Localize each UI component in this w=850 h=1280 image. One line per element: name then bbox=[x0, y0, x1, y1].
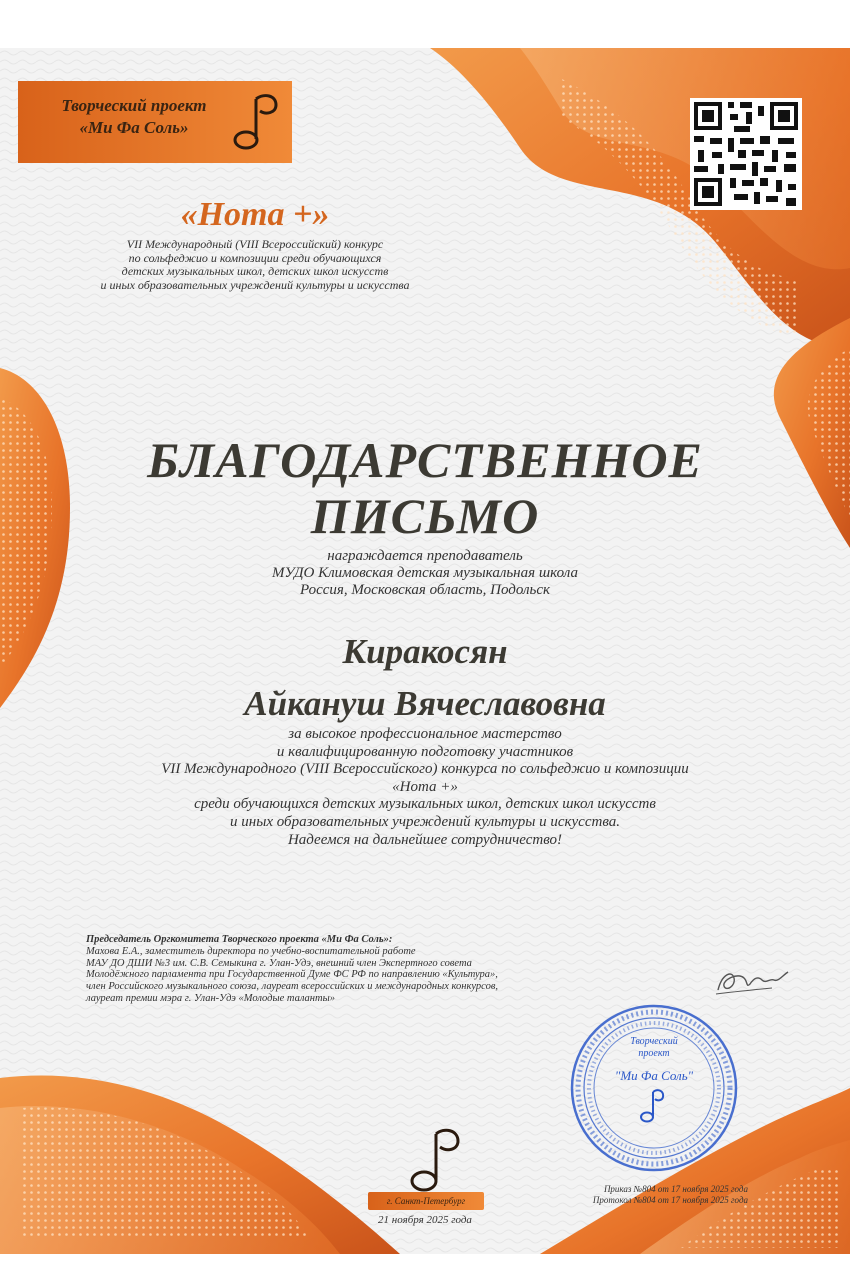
order-line: Приказ №804 от 17 ноября 2025 года bbox=[603, 1184, 748, 1194]
logo-line1: Творческий проект bbox=[61, 96, 207, 115]
contest-line: VII Международный (VIII Всероссийский) конкурс bbox=[126, 237, 384, 251]
reason-line: VII Международного (VIII Всероссийского) конкурса по сольфеджио и композиции bbox=[161, 761, 689, 778]
document-title-line2: ПИСЬМО bbox=[310, 488, 540, 544]
issue-date: 21 ноября 2025 года bbox=[378, 1214, 472, 1226]
awarded-line: награждается преподаватель bbox=[327, 548, 523, 564]
contest-line: и иных образовательных учреждений культуры и искусства bbox=[100, 277, 410, 292]
music-note-icon bbox=[226, 91, 282, 153]
logo-text bbox=[34, 95, 234, 139]
chairman-line: Махова Е.А., заместитель директора по учебно-воспитательной работе bbox=[86, 945, 416, 957]
reason-line: Надеемся на дальнейшее сотрудничество! bbox=[287, 831, 563, 848]
logo-badge bbox=[18, 81, 292, 163]
reason-line: и иных образовательных учреждений культуры и искусства. bbox=[230, 813, 620, 830]
music-note-icon bbox=[402, 1126, 466, 1194]
stamp-text bbox=[604, 1036, 704, 1060]
order-info bbox=[548, 1184, 748, 1206]
signature bbox=[712, 964, 792, 998]
stamp-music-note-icon bbox=[636, 1088, 666, 1124]
reason-line: и квалифицированную подготовку участников bbox=[276, 743, 574, 760]
recipient-surname: Киракосян bbox=[342, 632, 508, 671]
order-line: Протокол №804 от 17 ноября 2025 года bbox=[592, 1195, 748, 1205]
recipient-given-name: Айкануш Вячеславовна bbox=[244, 684, 606, 723]
reason-line: среди обучающихся детских музыкальных школ, детских школ искусств bbox=[194, 796, 656, 813]
stamp-name: "Ми Фа Соль" bbox=[614, 1068, 694, 1083]
certificate-sheet bbox=[0, 48, 850, 1254]
chairman-block bbox=[86, 934, 556, 1005]
stamp-line1: Творческий bbox=[630, 1036, 678, 1047]
chairman-title: Председатель Оргкомитета Творческого проекта «Ми Фа Соль»: bbox=[86, 934, 393, 945]
reason-line: за высокое профессиональное мастерство bbox=[288, 726, 562, 742]
logo-line2: «Ми Фа Соль» bbox=[79, 118, 189, 137]
chairman-line: лауреат премии мэра г. Улан-Удэ «Молодые таланты» bbox=[86, 992, 335, 1004]
contest-description bbox=[40, 238, 470, 292]
chairman-line: член Российского музыкального союза, лауреат всероссийских и международных конкурсов, bbox=[86, 981, 499, 993]
awarded-line: МУДО Климовская детская музыкальная школа bbox=[272, 565, 578, 581]
stamp-line2: проект bbox=[638, 1048, 670, 1059]
reason-block bbox=[60, 726, 790, 849]
city-ribbon: г. Санкт-Петербург bbox=[368, 1192, 484, 1210]
chairman-line: МАУ ДО ДШИ №3 им. С.В. Семыкина г. Улан-Удэ, внешний член Экспертного совета bbox=[86, 957, 472, 969]
contest-line: детских музыкальных школ, детских школ искусств bbox=[121, 264, 389, 278]
document-title bbox=[60, 432, 790, 544]
contest-brand-title: «Нота +» bbox=[180, 196, 330, 233]
reason-line: «Нота +» bbox=[392, 778, 458, 795]
awarded-line: Россия, Московская область, Подольск bbox=[299, 582, 551, 598]
chairman-line: Молодёжного парламента при Государственной Думе ФС РФ по направлению «Культура», bbox=[86, 969, 498, 981]
contest-line: по сольфеджио и композиции среди обучающихся bbox=[128, 250, 382, 265]
awarded-block bbox=[100, 548, 750, 599]
recipient-name bbox=[100, 626, 750, 730]
document-title-line1: БЛАГОДАРСТВЕННОЕ bbox=[147, 432, 703, 488]
qr-code bbox=[690, 98, 802, 210]
